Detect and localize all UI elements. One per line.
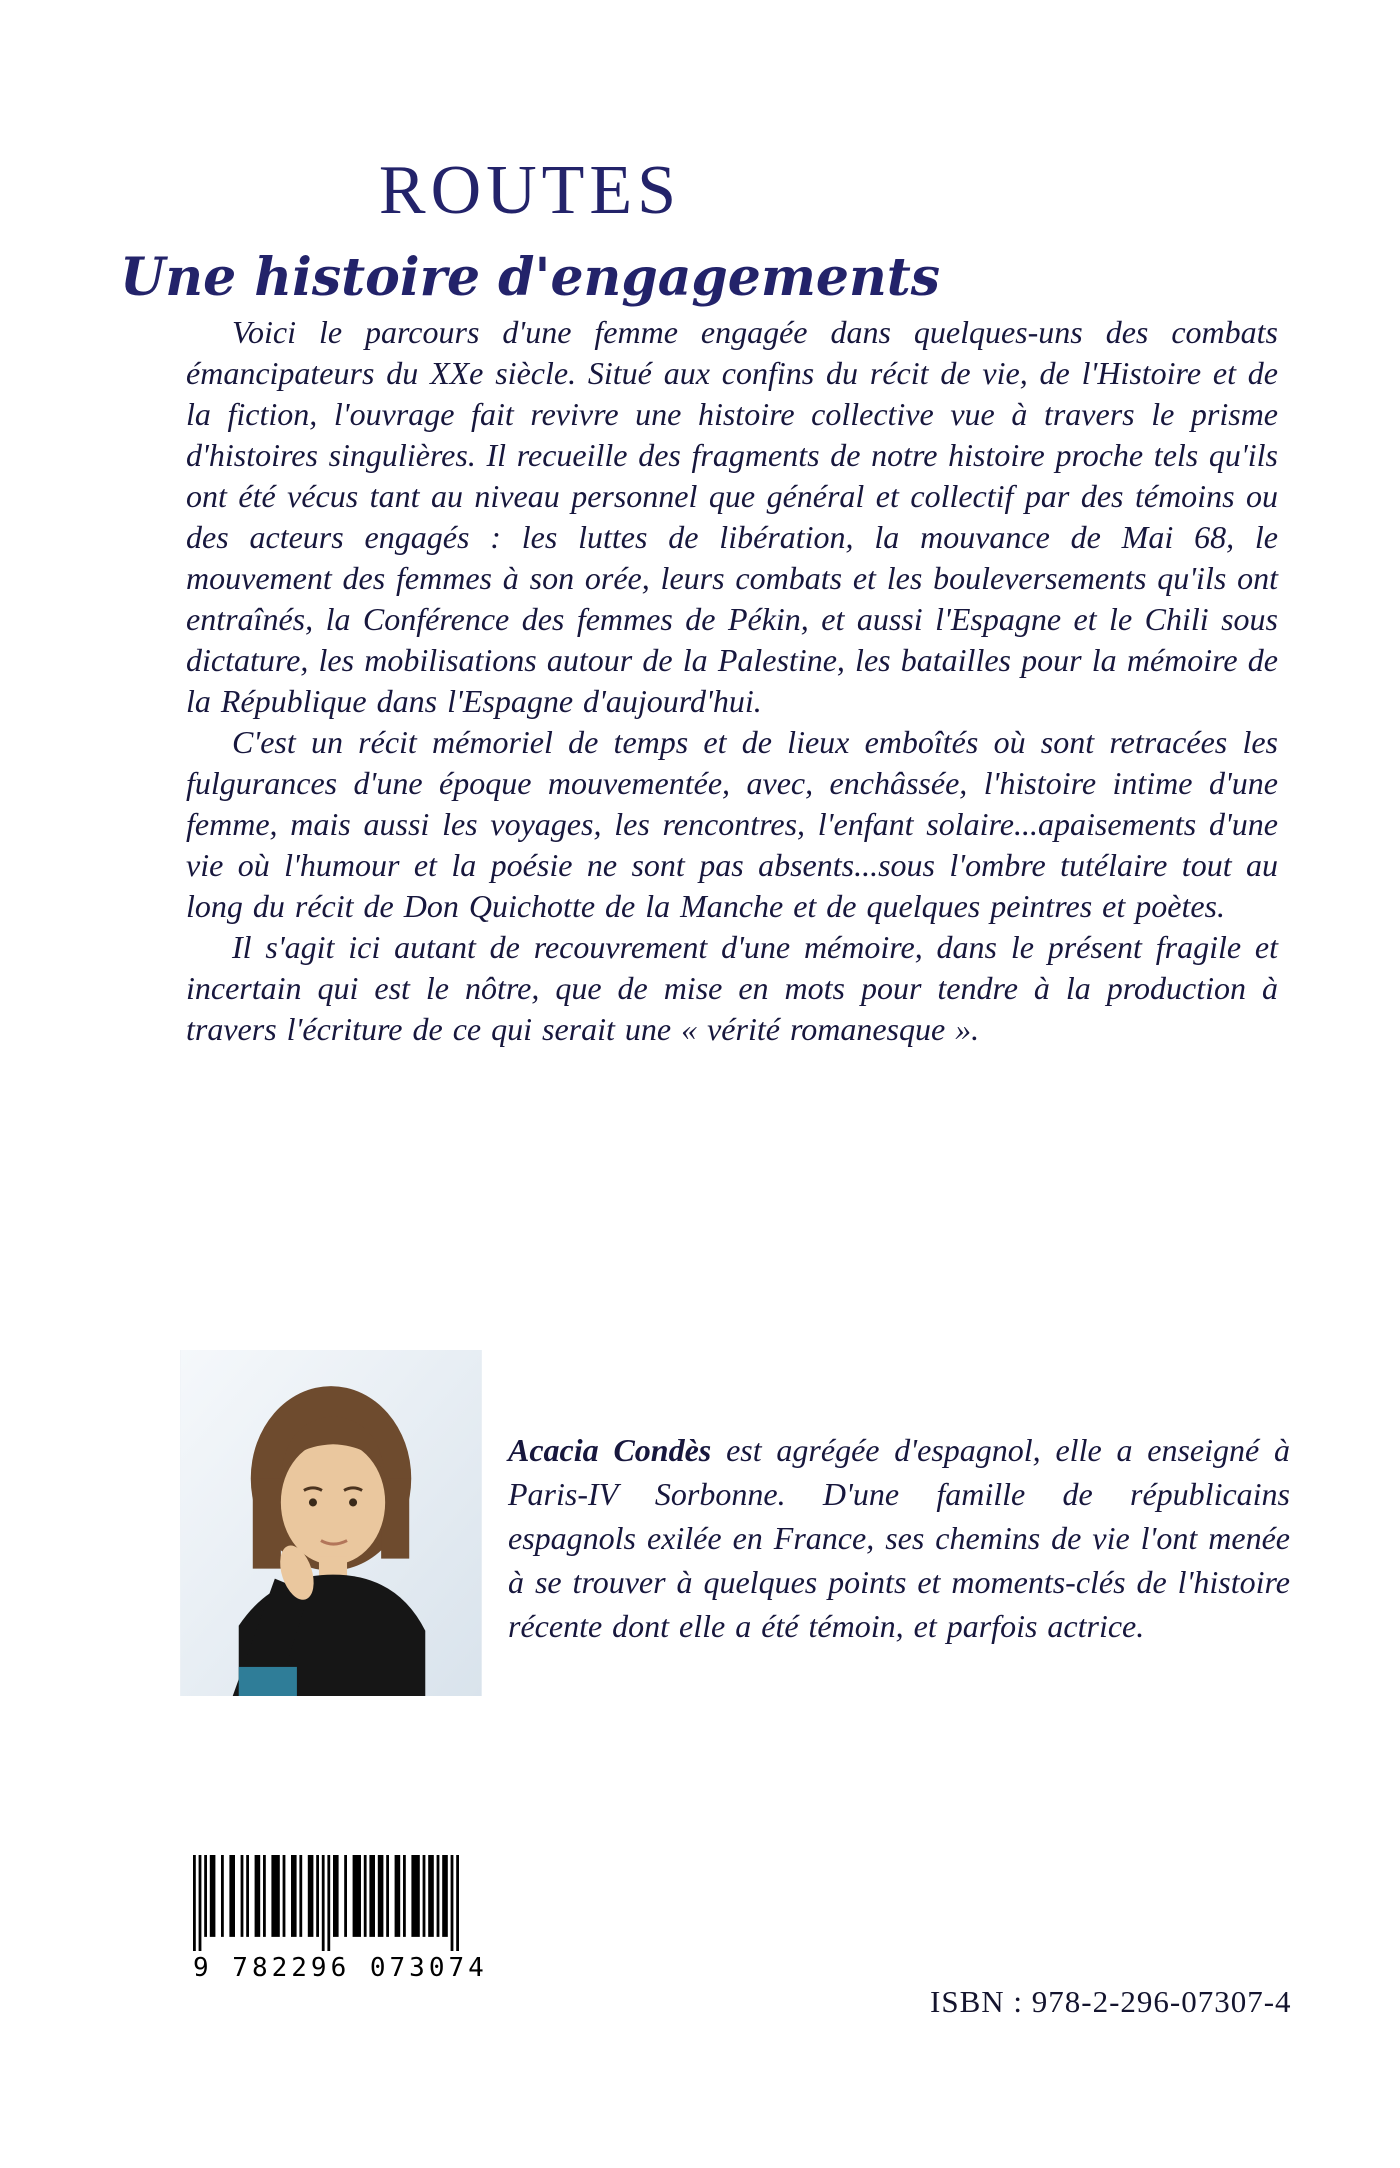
author-portrait-illustration: [180, 1350, 482, 1696]
synopsis-paragraph-2: C'est un récit mémoriel de temps et de lieux emboîtés où sont retracées les fulgurances d'une époque mouvementée, avec, enchâssée, l'histoire intime d'une femme, mais aussi les voyages, les rencontres, l'enfant solaire...apaisements d'une vie où l'humour et la poésie ne sont pas absents...sous l'ombre tutélaire tout au long du récit de Don Quichotte de la Manche et de quelques peintres et poètes.: [186, 724, 1278, 924]
book-title: ROUTES: [378, 151, 682, 229]
synopsis-paragraph-1: Voici le parcours d'une femme engagée dans quelques-uns des combats émancipateurs du XXe siècle. Situé aux confins du récit de vie, de l'Histoire et de la fiction, l'ouvrage fait revivre une histoire collective vue à travers le prisme d'histoires singulières. Il recueille des fragments de notre histoire proche tels qu'ils ont été vécus tant au niveau personnel que général et collectif par des témoins ou des acteurs engagés : les luttes de libération, la mouvance de Mai 68, le mouvement des femmes à son orée, leurs combats et les bouleversements qu'ils ont entraînés, la Conférence des femmes de Pékin, et aussi l'Espagne et le Chili sous dictature, les mobilisations autour de la Palestine, les batailles pour la mémoire de la République dans l'Espagne d'aujourd'hui.: [186, 314, 1278, 719]
author-section: [0, 1346, 1400, 1696]
book-subtitle: Une histoire d'engagements: [119, 247, 941, 309]
barcode-number: 9 782296 073074: [193, 1953, 488, 1983]
isbn-text: ISBN : 978-2-296-07307-4: [930, 1984, 1292, 2019]
author-bio-text: est agrégée d'espagnol, elle a enseigné à Paris-IV Sorbonne. D'une famille de républicains espagnols exilée en France, ses chemins de vie l'ont menée à se trouver à quelques points et moments-clés de l'histoire récente dont elle a été témoin, et parfois actrice.: [508, 1432, 1291, 1644]
synopsis-paragraph-3: Il s'agit ici autant de recouvrement d'une mémoire, dans le présent fragile et incertain qui est le nôtre, que de mise en mots pour tendre à la production à travers l'écriture de ce qui serait une « vérité romanesque ».: [186, 929, 1278, 1047]
barcode: [193, 1855, 488, 1983]
barcode-bars-icon: [193, 1855, 459, 1951]
synopsis: [186, 312, 1278, 1050]
author-bio: [508, 1428, 1290, 1648]
author-name: Acacia Condès: [508, 1432, 712, 1468]
author-photo: [180, 1350, 482, 1696]
